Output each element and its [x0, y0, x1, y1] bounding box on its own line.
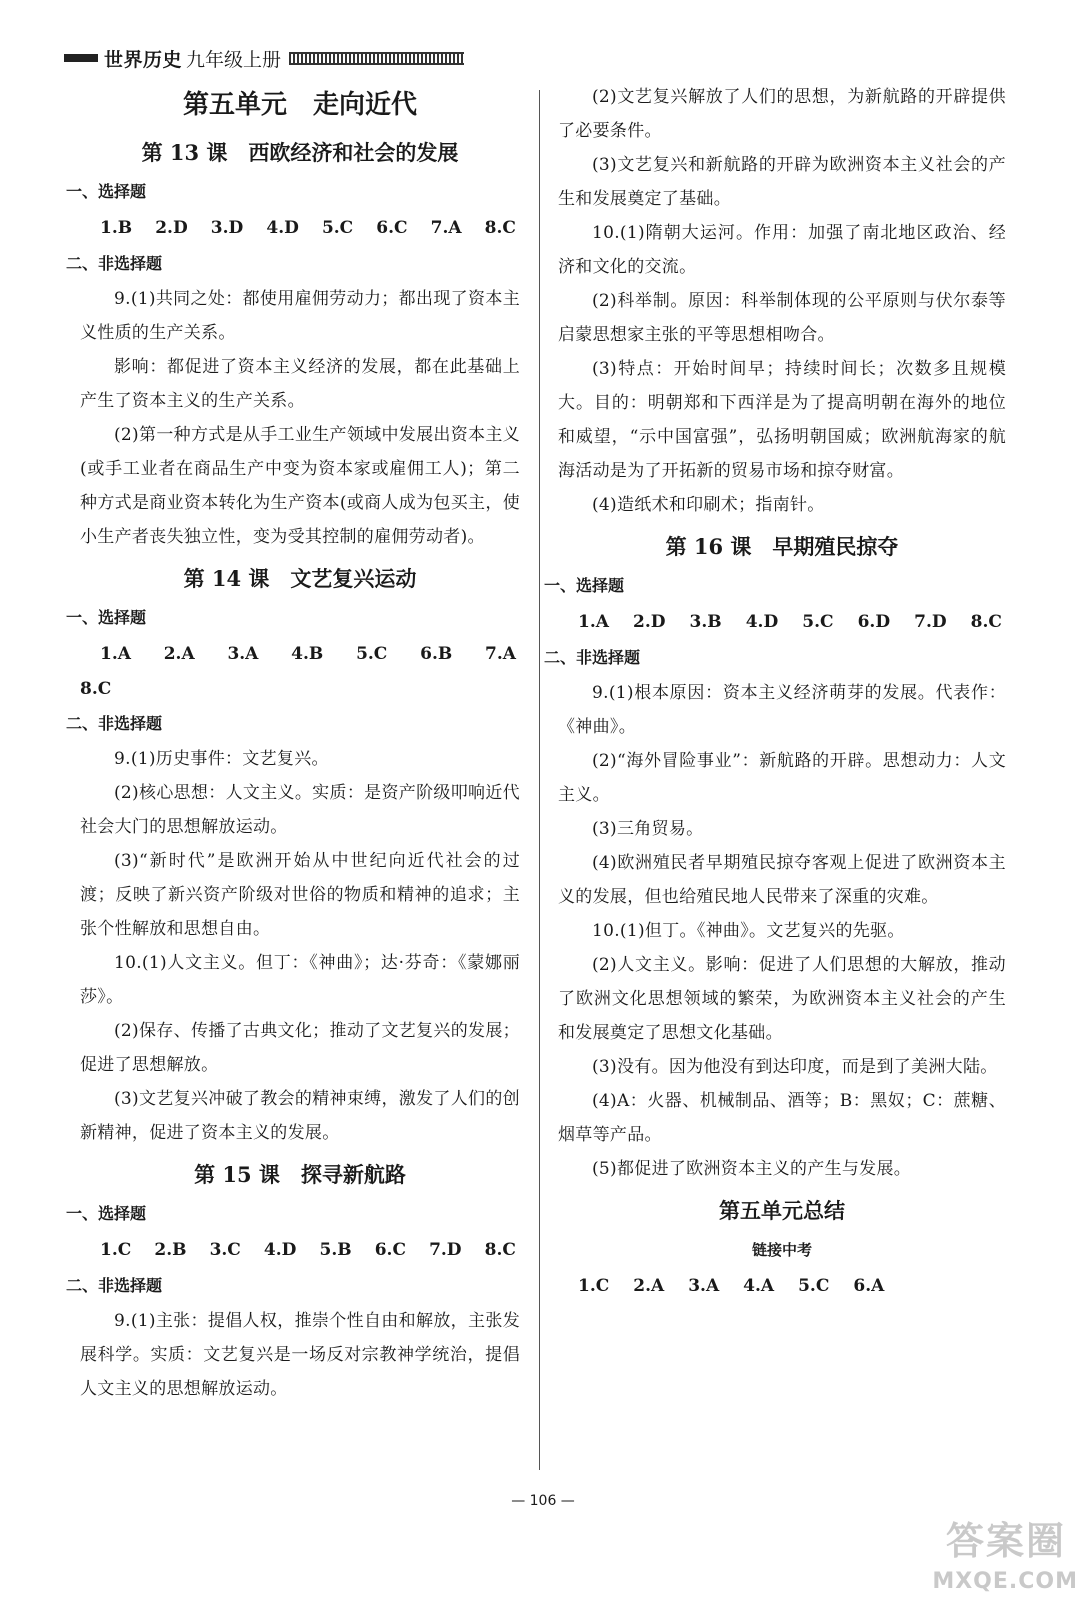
choice-answer: 1.C — [578, 1276, 610, 1296]
lesson-14-title: 第 14 课 文艺复兴运动 — [183, 566, 417, 591]
answer-paragraph: (2)“海外冒险事业”：新航路的开辟。思想动力：人文主义。 — [558, 751, 1006, 805]
answer-paragraph: (4)造纸术和印刷术；指南针。 — [592, 495, 825, 515]
answer-paragraph: (3)文艺复兴冲破了教会的精神束缚，激发了人们的创新精神，促进了资本主义的发展。 — [80, 1089, 520, 1143]
answer-paragraph: (3)三角贸易。 — [592, 819, 704, 839]
choice-answer: 8.C — [80, 679, 112, 699]
summary-choice-answers — [558, 1268, 1006, 1304]
choice-answer: 1.B — [100, 218, 133, 238]
choice-answer: 2.D — [155, 218, 188, 238]
choice-answer: 7.A — [485, 644, 516, 664]
choice-answer: 3.B — [689, 612, 722, 632]
choice-answer: 2.A — [163, 644, 195, 664]
right-column — [544, 80, 1006, 1304]
answer-paragraph: (3)没有。因为他没有到达印度，而是到了美洲大陆。 — [592, 1057, 998, 1077]
page-header — [64, 44, 464, 72]
answer-paragraph: (2)第一种方式是从手工业生产领域中发展出资本主义(或手工业者在商品生产中变为资本家或雇佣工人)；第二种方式是商业资本转化为生产资本(或商人成为包买主，使小生产者丧失独立性，变为受其控制的雇佣劳动者)。 — [80, 425, 520, 547]
answer-paragraph: 10.(1)隋朝大运河。作用：加强了南北地区政治、经济和文化的交流。 — [558, 223, 1006, 277]
section-heading: 二、非选择题 — [66, 1276, 163, 1295]
choice-answer: 7.D — [914, 612, 947, 632]
lesson-16-choice-answers — [558, 604, 1006, 640]
watermark-logo — [918, 1510, 1078, 1594]
choice-answer: 7.A — [430, 218, 462, 238]
header-subject: 世界历史 — [104, 48, 183, 71]
choice-answer: 6.B — [420, 644, 453, 664]
column-divider — [539, 90, 540, 1470]
choice-answer: 6.C — [376, 218, 408, 238]
choice-answer: 4.D — [745, 612, 779, 632]
choice-answer-wrap — [80, 672, 520, 706]
answer-paragraph: (3)文艺复兴和新航路的开辟为欧洲资本主义社会的产生和发展奠定了基础。 — [558, 155, 1006, 209]
lesson-13-choice-answers — [80, 210, 520, 246]
section-heading: 一、选择题 — [66, 182, 147, 201]
header-grade: 九年级上册 — [186, 48, 282, 71]
answer-paragraph: (3)“新时代”是欧洲开始从中世纪向近代社会的过渡；反映了新兴资产阶级对世俗的物质和精神的追求；主张个性解放和思想自由。 — [80, 851, 520, 939]
section-heading: 二、非选择题 — [66, 714, 163, 733]
left-column — [66, 80, 520, 1406]
choice-answer: 1.A — [100, 644, 131, 664]
section-heading: 二、非选择题 — [544, 648, 641, 667]
answer-paragraph: (3)特点：开始时间早；持续时间长；次数多且规模大。目的：明朝郑和下西洋是为了提高明朝在海外的地位和威望，“示中国富强”，弘扬明朝国威；欧洲航海家的航海活动是为了开拓新的贸易市场和掠夺财富。 — [558, 359, 1006, 481]
choice-answer: 6.A — [853, 1276, 885, 1296]
choice-answer: 1.C — [100, 1240, 132, 1260]
answer-paragraph: 9.(1)共同之处：都使用雇佣劳动力；都出现了资本主义性质的生产关系。 — [80, 289, 520, 343]
section-heading: 一、选择题 — [66, 1204, 147, 1223]
choice-answer: 8.C — [484, 1240, 516, 1260]
watermark-url: MXQE.COM — [932, 1569, 1078, 1594]
answer-paragraph: (4)欧洲殖民者早期殖民掠夺客观上促进了欧洲资本主义的发展，但也给殖民地人民带来了深重的灾难。 — [558, 853, 1006, 907]
answer-paragraph: (2)核心思想：人文主义。实质：是资产阶级叩响近代社会大门的思想解放运动。 — [80, 783, 520, 837]
choice-answer: 5.B — [319, 1240, 352, 1260]
answer-paragraph: (5)都促进了欧洲资本主义的产生与发展。 — [592, 1159, 912, 1179]
header-bar-decoration — [64, 54, 98, 62]
choice-answer: 3.A — [227, 644, 259, 664]
choice-answer: 4.A — [743, 1276, 775, 1296]
section-heading: 二、非选择题 — [66, 254, 163, 273]
answer-paragraph: (4)A：火器、机械制品、酒等；B：黑奴；C：蔗糖、烟草等产品。 — [558, 1091, 1006, 1145]
section-heading: 一、选择题 — [66, 608, 147, 627]
page-number: — 106 — — [511, 1493, 575, 1509]
choice-answer: 1.A — [578, 612, 609, 632]
choice-answer: 4.D — [266, 218, 299, 238]
choice-answer: 7.D — [429, 1240, 462, 1260]
choice-answer: 8.C — [970, 612, 1002, 632]
answer-paragraph: 10.(1)人文主义。但丁：《神曲》；达·芬奇：《蒙娜丽莎》。 — [80, 953, 520, 1007]
choice-answer: 3.C — [209, 1240, 241, 1260]
answer-paragraph: 9.(1)根本原因：资本主义经济萌芽的发展。代表作：《神曲》。 — [558, 683, 1006, 737]
lesson-15-title: 第 15 课 探寻新航路 — [194, 1162, 406, 1187]
header-pattern-decoration — [289, 52, 464, 65]
choice-answer: 8.C — [484, 218, 516, 238]
choice-answer: 4.D — [263, 1240, 297, 1260]
choice-answer: 5.C — [321, 218, 354, 238]
choice-answer: 5.C — [802, 612, 834, 632]
choice-answer: 4.B — [291, 644, 324, 664]
unit-title: 第五单元 走向近代 — [182, 90, 417, 120]
choice-answer: 2.D — [632, 612, 666, 632]
choice-answer: 3.A — [688, 1276, 720, 1296]
unit-summary-title: 第五单元总结 — [719, 1198, 845, 1223]
choice-answer: 5.C — [798, 1276, 830, 1296]
choice-answer: 3.D — [210, 218, 244, 238]
choice-answer: 6.D — [857, 612, 891, 632]
lesson-15-choice-answers — [80, 1232, 520, 1268]
lesson-16-title: 第 16 课 早期殖民掠夺 — [665, 534, 899, 559]
choice-answer: 5.C — [356, 644, 388, 664]
answer-paragraph: (2)保存、传播了古典文化；推动了文艺复兴的发展；促进了思想解放。 — [80, 1021, 520, 1075]
lesson-13-title: 第 13 课 西欧经济和社会的发展 — [141, 140, 459, 165]
answer-paragraph: (2)人文主义。影响：促进了人们思想的大解放，推动了欧洲文化思想领域的繁荣，为欧洲资本主义社会的产生和发展奠定了思想文化基础。 — [558, 955, 1006, 1043]
choice-answer: 2.B — [154, 1240, 187, 1260]
answer-paragraph: 影响：都促进了资本主义经济的发展，都在此基础上产生了资本主义的生产关系。 — [80, 357, 520, 411]
choice-answer: 6.C — [374, 1240, 406, 1260]
exam-link-heading: 链接中考 — [751, 1241, 812, 1259]
choice-answer: 2.A — [633, 1276, 665, 1296]
answer-paragraph: 9.(1)主张：提倡人权，推崇个性自由和解放，主张发展科学。实质：文艺复兴是一场反对宗教神学统治，提倡人文主义的思想解放运动。 — [80, 1311, 520, 1399]
section-heading: 一、选择题 — [544, 576, 625, 595]
lesson-14-choice-answers — [80, 636, 520, 672]
answer-paragraph: (2)文艺复兴解放了人们的思想，为新航路的开辟提供了必要条件。 — [558, 87, 1006, 141]
answer-paragraph: 9.(1)历史事件：文艺复兴。 — [114, 749, 329, 769]
answer-paragraph: 10.(1)但丁。《神曲》。文艺复兴的先驱。 — [592, 921, 905, 941]
answer-paragraph: (2)科举制。原因：科举制体现的公平原则与伏尔泰等启蒙思想家主张的平等思想相吻合。 — [558, 291, 1006, 345]
watermark-text: 答案圈 — [945, 1519, 1066, 1563]
